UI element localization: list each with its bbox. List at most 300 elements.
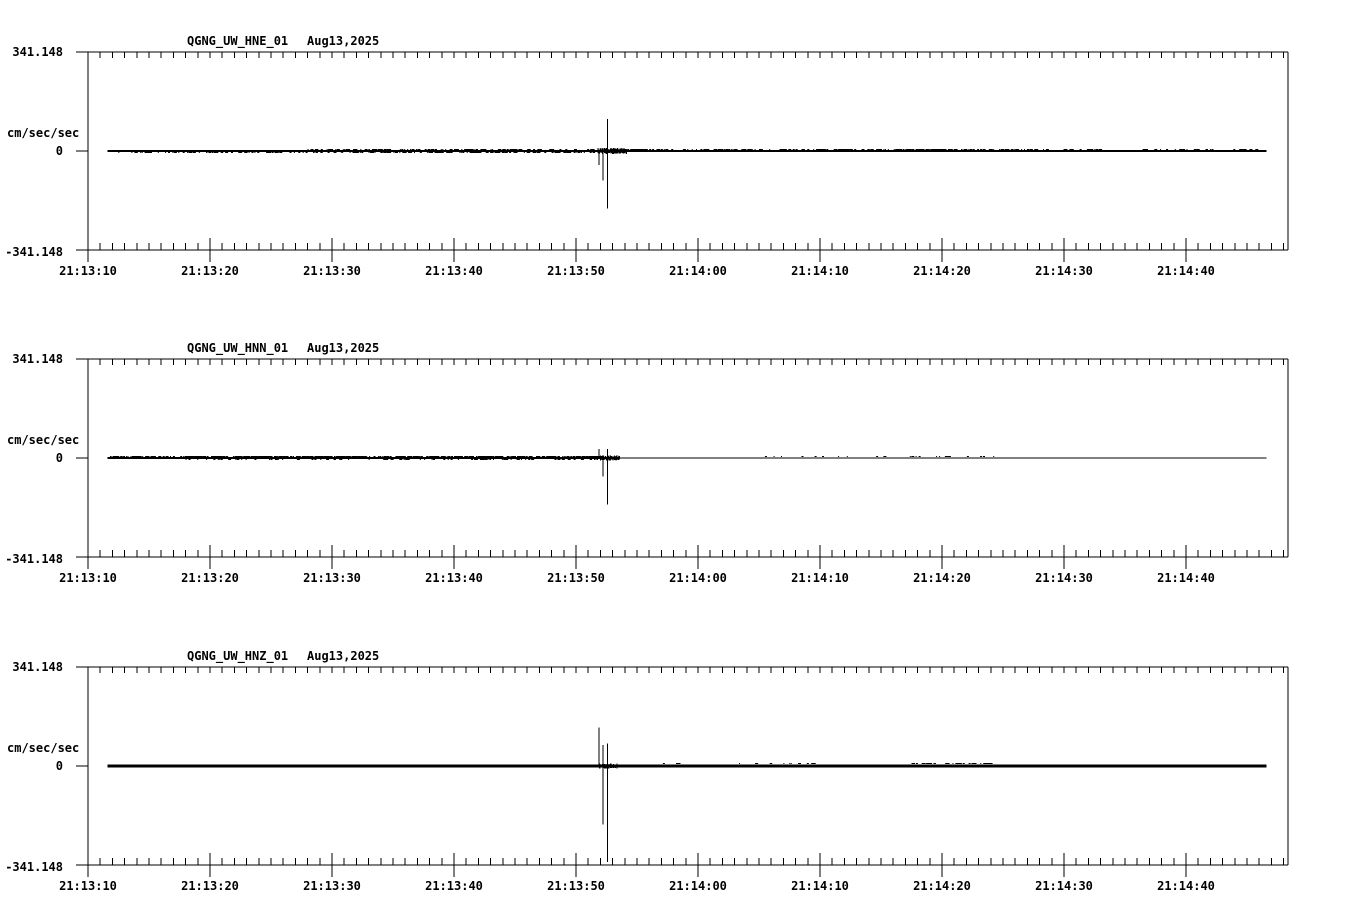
noise-dash xyxy=(1194,149,1197,150)
noise-dash xyxy=(404,456,405,457)
noise-dash xyxy=(558,456,560,457)
noise-dash xyxy=(483,149,486,150)
noise-dash xyxy=(158,456,161,457)
noise-dash xyxy=(208,152,209,153)
noise-dash xyxy=(750,149,751,150)
noise-dash xyxy=(187,152,188,153)
noise-dash xyxy=(733,149,734,150)
noise-dash xyxy=(627,149,629,150)
noise-dash xyxy=(252,152,254,153)
noise-dash xyxy=(1091,149,1093,150)
y-zero-label: 0 xyxy=(55,451,63,465)
noise-dash xyxy=(356,456,357,457)
noise-dash xyxy=(581,459,584,460)
noise-dash xyxy=(341,152,342,153)
noise-dash xyxy=(158,152,159,153)
noise-dash xyxy=(294,152,295,153)
noise-dash xyxy=(241,459,242,460)
noise-dash xyxy=(944,149,947,150)
noise-dash xyxy=(476,456,477,457)
noise-dash xyxy=(761,149,762,150)
noise-dash xyxy=(471,459,473,460)
noise-dash xyxy=(815,456,817,457)
noise-dash xyxy=(683,149,686,150)
x-tick-label: 21:14:30 xyxy=(1035,264,1093,278)
noise-dash xyxy=(939,456,940,457)
noise-dash xyxy=(945,456,948,457)
noise-dash xyxy=(450,149,453,150)
noise-dash xyxy=(326,459,329,460)
noise-dash xyxy=(872,149,874,150)
noise-dash xyxy=(785,149,786,150)
noise-dash xyxy=(971,149,972,150)
noise-dash xyxy=(492,149,493,150)
noise-dash xyxy=(461,149,462,150)
noise-dash xyxy=(533,152,536,153)
noise-dash xyxy=(731,149,732,150)
noise-dash xyxy=(321,149,323,150)
noise-dash xyxy=(961,149,962,150)
noise-dash xyxy=(700,149,702,150)
noise-dash xyxy=(335,459,336,460)
noise-dash xyxy=(220,456,223,457)
noise-dash xyxy=(279,152,282,153)
noise-dash xyxy=(193,152,196,153)
noise-dash xyxy=(911,456,914,457)
noise-dash xyxy=(420,152,422,153)
noise-dash xyxy=(574,459,576,460)
noise-dash xyxy=(736,149,738,150)
x-tick-label: 21:13:30 xyxy=(303,264,361,278)
noise-dash xyxy=(791,763,792,764)
noise-dash xyxy=(473,456,474,457)
noise-dash xyxy=(445,149,446,150)
noise-dash xyxy=(283,456,286,457)
noise-dash xyxy=(342,152,343,153)
noise-dash xyxy=(1004,149,1005,150)
noise-dash xyxy=(253,456,254,457)
noise-dash xyxy=(1207,149,1208,150)
noise-dash xyxy=(146,152,149,153)
noise-dash xyxy=(1239,149,1242,150)
noise-dash xyxy=(457,149,459,150)
noise-dash xyxy=(982,149,983,150)
noise-dash xyxy=(642,149,645,150)
noise-dash xyxy=(755,149,756,150)
noise-dash xyxy=(147,456,148,457)
noise-dash xyxy=(142,152,143,153)
noise-dash xyxy=(538,152,540,153)
noise-dash xyxy=(376,149,377,150)
noise-dash xyxy=(233,456,234,457)
noise-dash xyxy=(533,149,535,150)
noise-dash xyxy=(574,456,575,457)
noise-dash xyxy=(597,459,598,460)
noise-dash xyxy=(436,456,439,457)
noise-dash xyxy=(845,149,846,150)
noise-dash xyxy=(140,152,141,153)
noise-dash xyxy=(935,149,938,150)
noise-dash xyxy=(920,149,923,150)
noise-dash xyxy=(568,459,571,460)
noise-dash xyxy=(973,149,975,150)
noise-dash xyxy=(327,456,330,457)
noise-dash xyxy=(205,456,206,457)
noise-dash xyxy=(374,456,376,457)
noise-dash xyxy=(148,456,149,457)
noise-dash xyxy=(353,152,356,153)
noise-dash xyxy=(168,152,170,153)
noise-dash xyxy=(568,456,569,457)
noise-dash xyxy=(386,459,388,460)
noise-dash xyxy=(475,149,476,150)
noise-dash xyxy=(410,456,411,457)
noise-dash xyxy=(993,456,994,457)
noise-dash xyxy=(571,456,572,457)
noise-dash xyxy=(528,152,530,153)
noise-dash xyxy=(136,152,138,153)
noise-dash xyxy=(936,456,937,457)
noise-dash xyxy=(368,149,369,150)
noise-dash xyxy=(972,763,975,764)
noise-dash xyxy=(378,456,379,457)
noise-dash xyxy=(354,149,357,150)
noise-dash xyxy=(369,152,370,153)
noise-dash xyxy=(1064,149,1067,150)
noise-dash xyxy=(563,459,564,460)
noise-dash xyxy=(825,149,826,150)
noise-dash xyxy=(941,149,944,150)
noise-dash xyxy=(999,149,1000,150)
noise-dash xyxy=(494,456,495,457)
x-tick-label: 21:14:20 xyxy=(913,264,971,278)
noise-dash xyxy=(225,152,228,153)
noise-dash xyxy=(1233,149,1235,150)
noise-dash xyxy=(965,149,967,150)
noise-dash xyxy=(271,459,273,460)
noise-dash xyxy=(320,459,321,460)
noise-dash xyxy=(781,149,784,150)
noise-dash xyxy=(1211,149,1213,150)
noise-dash xyxy=(489,459,490,460)
noise-dash xyxy=(459,152,460,153)
noise-dash xyxy=(235,459,236,460)
noise-dash xyxy=(227,456,228,457)
noise-dash xyxy=(569,152,571,153)
noise-dash xyxy=(211,152,212,153)
noise-dash xyxy=(992,149,993,150)
plot-title: QGNG_UW_HNZ_01 xyxy=(187,649,289,663)
noise-dash xyxy=(337,149,340,150)
noise-dash xyxy=(916,763,918,764)
noise-dash xyxy=(370,152,373,153)
noise-dash xyxy=(1249,149,1252,150)
noise-dash xyxy=(1182,149,1185,150)
noise-dash xyxy=(334,152,337,153)
noise-dash xyxy=(718,149,721,150)
noise-dash xyxy=(993,149,994,150)
noise-dash xyxy=(416,149,417,150)
noise-dash xyxy=(663,763,665,764)
noise-dash xyxy=(492,152,494,153)
noise-dash xyxy=(266,152,269,153)
noise-dash xyxy=(281,456,282,457)
noise-dash xyxy=(201,456,202,457)
noise-dash xyxy=(299,456,301,457)
noise-dash xyxy=(1014,149,1015,150)
noise-dash xyxy=(696,149,697,150)
noise-dash xyxy=(410,149,411,150)
noise-dash xyxy=(254,459,256,460)
noise-dash xyxy=(417,149,420,150)
noise-dash xyxy=(369,456,370,457)
noise-dash xyxy=(521,459,522,460)
noise-dash xyxy=(908,149,911,150)
noise-dash xyxy=(344,149,345,150)
x-tick-label: 21:14:10 xyxy=(791,571,849,585)
noise-dash xyxy=(706,149,709,150)
noise-dash xyxy=(931,763,932,764)
x-tick-label: 21:13:10 xyxy=(59,264,117,278)
noise-dash xyxy=(1175,149,1176,150)
noise-dash xyxy=(383,152,386,153)
noise-dash xyxy=(765,456,767,457)
noise-dash xyxy=(373,152,374,153)
noise-dash xyxy=(350,456,351,457)
noise-dash xyxy=(528,459,530,460)
noise-dash xyxy=(531,459,534,460)
noise-dash xyxy=(1006,149,1009,150)
noise-dash xyxy=(221,459,223,460)
noise-dash xyxy=(268,456,269,457)
noise-dash xyxy=(245,456,246,457)
noise-dash xyxy=(249,456,250,457)
noise-dash xyxy=(630,149,633,150)
noise-dash xyxy=(375,149,376,150)
noise-dash xyxy=(199,152,200,153)
noise-dash xyxy=(1046,149,1049,150)
noise-dash xyxy=(360,149,361,150)
noise-dash xyxy=(388,456,389,457)
noise-dash xyxy=(577,152,578,153)
noise-dash xyxy=(511,459,512,460)
noise-dash xyxy=(206,152,207,153)
noise-dash xyxy=(390,456,392,457)
noise-dash xyxy=(408,152,411,153)
noise-dash xyxy=(189,152,192,153)
noise-dash xyxy=(170,456,171,457)
noise-dash xyxy=(544,152,546,153)
noise-dash xyxy=(311,149,314,150)
x-tick-label: 21:13:30 xyxy=(303,879,361,893)
x-tick-label: 21:13:40 xyxy=(425,264,483,278)
noise-dash xyxy=(331,149,333,150)
x-tick-label: 21:14:20 xyxy=(913,879,971,893)
seismogram-plot-hne xyxy=(5,34,1288,278)
noise-dash xyxy=(154,456,156,457)
x-tick-label: 21:14:10 xyxy=(791,879,849,893)
x-tick-label: 21:14:40 xyxy=(1157,571,1215,585)
noise-dash xyxy=(536,152,537,153)
noise-dash xyxy=(508,456,509,457)
noise-dash xyxy=(362,456,363,457)
noise-dash xyxy=(983,456,985,457)
noise-dash xyxy=(290,152,292,153)
noise-dash xyxy=(826,149,828,150)
x-tick-label: 21:14:30 xyxy=(1035,571,1093,585)
noise-dash xyxy=(883,149,884,150)
noise-dash xyxy=(240,456,241,457)
noise-dash xyxy=(339,459,342,460)
noise-dash xyxy=(923,149,924,150)
noise-dash xyxy=(659,149,660,150)
x-tick-label: 21:14:00 xyxy=(669,571,727,585)
noise-dash xyxy=(985,149,986,150)
noise-dash xyxy=(388,149,391,150)
noise-dash xyxy=(278,459,279,460)
noise-dash xyxy=(189,456,190,457)
noise-dash xyxy=(163,456,165,457)
plot-date: Aug13,2025 xyxy=(307,34,380,48)
plot-date: Aug13,2025 xyxy=(307,341,380,355)
noise-dash xyxy=(652,149,654,150)
noise-dash xyxy=(549,149,552,150)
noise-dash xyxy=(389,152,391,153)
noise-dash xyxy=(399,152,400,153)
noise-dash xyxy=(435,149,437,150)
noise-dash xyxy=(516,149,518,150)
noise-dash xyxy=(800,763,801,764)
noise-dash xyxy=(357,456,360,457)
noise-dash xyxy=(422,456,423,457)
noise-dash xyxy=(434,149,435,150)
noise-dash xyxy=(415,456,416,457)
noise-dash xyxy=(189,459,191,460)
noise-dash xyxy=(456,149,457,150)
noise-dash xyxy=(514,456,516,457)
x-tick-label: 21:13:30 xyxy=(303,571,361,585)
noise-dash xyxy=(419,456,420,457)
y-min-label: -341.148 xyxy=(5,860,63,874)
noise-dash xyxy=(224,456,225,457)
noise-dash xyxy=(327,149,328,150)
noise-dash xyxy=(509,152,511,153)
y-min-label: -341.148 xyxy=(5,552,63,566)
noise-dash xyxy=(565,149,567,150)
noise-dash xyxy=(231,152,233,153)
noise-dash xyxy=(450,456,451,457)
noise-dash xyxy=(847,456,848,457)
noise-dash xyxy=(238,459,239,460)
noise-dash xyxy=(407,149,408,150)
noise-dash xyxy=(925,763,926,764)
noise-dash xyxy=(518,456,521,457)
noise-dash xyxy=(789,763,790,764)
noise-dash xyxy=(518,149,521,150)
noise-dash xyxy=(661,149,663,150)
noise-dash xyxy=(506,459,508,460)
noise-dash xyxy=(322,152,323,153)
noise-dash xyxy=(1015,149,1018,150)
noise-dash xyxy=(596,459,597,460)
noise-dash xyxy=(916,456,917,457)
noise-dash xyxy=(430,152,433,153)
noise-dash xyxy=(552,149,554,150)
noise-dash xyxy=(532,456,533,457)
noise-dash xyxy=(555,456,556,457)
noise-dash xyxy=(213,459,215,460)
noise-dash xyxy=(507,149,509,150)
plot-date: Aug13,2025 xyxy=(307,649,380,663)
noise-dash xyxy=(526,456,528,457)
noise-dash xyxy=(490,459,491,460)
noise-dash xyxy=(1018,149,1019,150)
noise-dash xyxy=(980,456,982,457)
noise-dash xyxy=(228,459,231,460)
noise-dash xyxy=(1197,149,1200,150)
noise-dash xyxy=(476,152,479,153)
y-max-label: 341.148 xyxy=(12,660,63,674)
noise-dash xyxy=(876,456,878,457)
noise-dash xyxy=(424,459,425,460)
noise-dash xyxy=(328,152,330,153)
noise-dash xyxy=(581,152,582,153)
noise-dash xyxy=(458,459,459,460)
noise-dash xyxy=(953,763,954,764)
noise-dash xyxy=(1030,149,1033,150)
noise-dash xyxy=(1037,149,1038,150)
noise-dash xyxy=(451,456,453,457)
noise-dash xyxy=(991,763,993,764)
noise-dash xyxy=(467,152,468,153)
noise-dash xyxy=(728,149,730,150)
noise-dash xyxy=(505,152,508,153)
noise-dash xyxy=(292,456,293,457)
noise-dash xyxy=(1160,149,1161,150)
noise-dash xyxy=(276,152,277,153)
noise-dash xyxy=(980,763,981,764)
noise-dash xyxy=(451,459,453,460)
noise-dash xyxy=(467,149,470,150)
noise-dash xyxy=(724,149,725,150)
noise-dash xyxy=(412,149,415,150)
noise-dash xyxy=(969,763,971,764)
noise-dash xyxy=(270,456,273,457)
noise-dash xyxy=(752,149,753,150)
noise-dash xyxy=(813,763,816,764)
noise-dash xyxy=(396,152,397,153)
noise-dash xyxy=(207,456,209,457)
noise-dash xyxy=(429,149,430,150)
noise-dash xyxy=(838,149,841,150)
noise-dash xyxy=(306,152,308,153)
noise-dash xyxy=(384,149,387,150)
noise-dash xyxy=(1100,149,1102,150)
noise-dash xyxy=(165,152,166,153)
noise-dash xyxy=(414,152,415,153)
x-tick-label: 21:13:20 xyxy=(181,264,239,278)
noise-dash xyxy=(313,152,314,153)
noise-dash xyxy=(919,456,921,457)
noise-dash xyxy=(273,152,274,153)
noise-dash xyxy=(529,149,531,150)
noise-dash xyxy=(269,459,270,460)
noise-dash xyxy=(476,149,478,150)
noise-dash xyxy=(407,459,410,460)
noise-dash xyxy=(580,456,581,457)
noise-dash xyxy=(493,459,494,460)
noise-dash xyxy=(657,149,660,150)
